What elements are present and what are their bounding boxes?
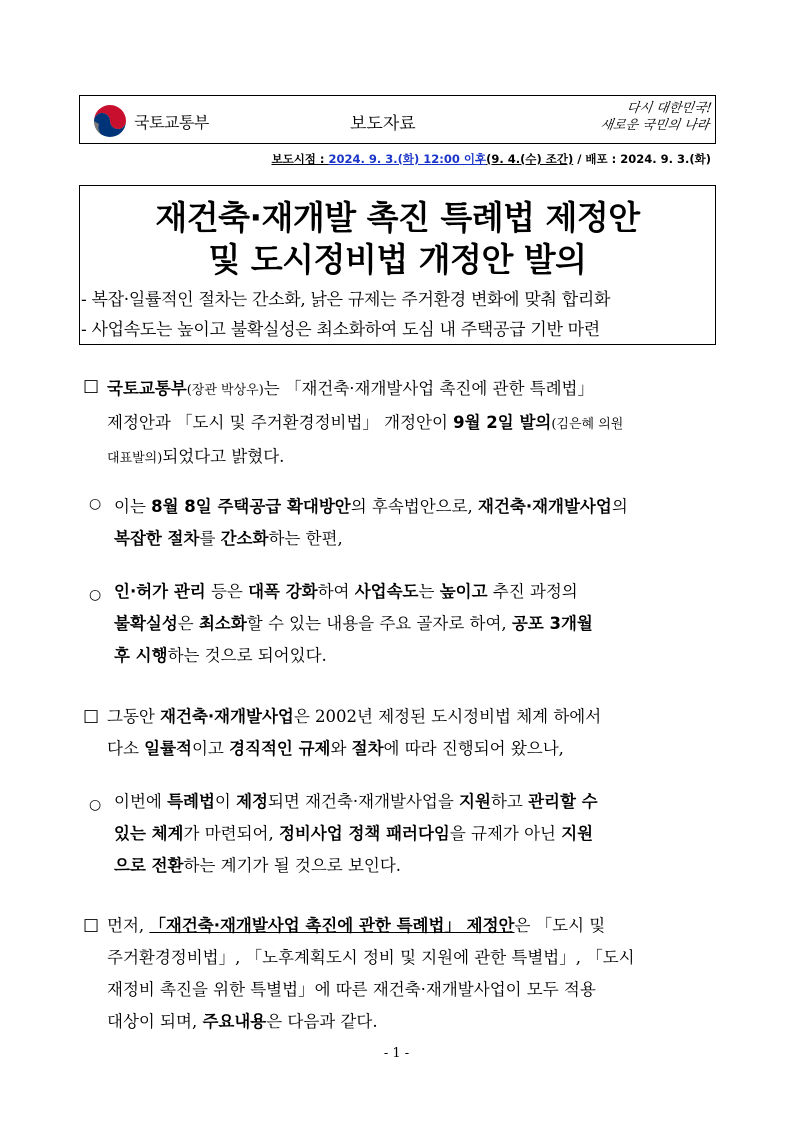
- ministry-logo-icon: [93, 104, 127, 138]
- slogan-line1: 다시 대한민국!: [625, 101, 713, 116]
- text: 이: [214, 792, 237, 811]
- text: 관리할 수: [528, 792, 598, 811]
- text: 주거환경정비법」, 「노후계획도시 정비 및 지원에 관한 특별법」, 「도시: [107, 948, 635, 967]
- text: 주요내용: [202, 1012, 267, 1031]
- text: 높이고: [439, 582, 488, 601]
- subtitle-line1: - 복잡·일률적인 절차는 간소화, 낡은 규제는 주거환경 변화에 맞춰 합리화: [81, 290, 611, 310]
- text: 하여: [317, 582, 355, 601]
- text: 재건축·재개발사업: [478, 497, 612, 516]
- text: 대상이 되며,: [107, 1012, 203, 1031]
- text: 사업속도: [354, 582, 419, 601]
- release-dist: / 배포 : 2024. 9. 3.(화): [573, 152, 711, 166]
- text: 등은: [205, 582, 249, 601]
- text: 대폭 강화: [248, 582, 318, 601]
- text: 을 규제가 아닌: [449, 824, 562, 843]
- paragraph-2: [107, 701, 601, 765]
- text: 의: [611, 497, 628, 516]
- text: 하고: [490, 792, 529, 811]
- ministry-name: 국토교통부: [134, 113, 209, 132]
- circle-bullet: ○: [89, 496, 102, 512]
- text: 「재건축·재개발사업 촉진에 관한 특례법」 제정안: [149, 916, 515, 935]
- text: 복잡한 절차: [114, 529, 200, 548]
- text: 최소화: [198, 614, 247, 633]
- text: 이번에: [114, 792, 168, 811]
- release-info: [271, 151, 711, 167]
- text: 에 따라 진행되어 왔으나,: [383, 739, 564, 758]
- text: 지원: [561, 824, 594, 843]
- text: (장관 박상우): [186, 383, 264, 398]
- text: 일률적: [144, 739, 192, 758]
- text: 그동안: [107, 707, 161, 726]
- subtitle-line2: - 사업속도는 높이고 불확실성은 최소화하여 도심 내 주택공급 기반 마련: [81, 320, 600, 340]
- release-label: 보도시점 :: [271, 152, 329, 166]
- text: 되면 재건축·재개발사업을: [267, 792, 460, 811]
- slogan-line2: 새로운 국민의 나라: [599, 118, 711, 133]
- page-number: - 1 -: [383, 1046, 410, 1061]
- text: 절차: [351, 739, 384, 758]
- paragraph-1b: [114, 576, 593, 672]
- text: 추진 과정의: [487, 582, 578, 601]
- text: 간소화: [220, 529, 269, 548]
- text: 8월 8일 주택공급 확대방안: [151, 497, 351, 516]
- release-paper: (9. 4.(수) 조간): [486, 152, 574, 166]
- text: 이는: [114, 497, 152, 516]
- text: 제정: [236, 792, 268, 811]
- slogan: [557, 100, 713, 140]
- text: 는: [418, 582, 440, 601]
- text: 으로 전환: [114, 856, 184, 875]
- circle-bullet: ○: [89, 797, 102, 813]
- text: 제정안과 「도시 및 주거환경정비법」 개정안이: [107, 413, 454, 432]
- text: 가 마련되어,: [183, 824, 279, 843]
- title-line1: 재건축·재개발 촉진 특례법 제정안: [155, 198, 640, 237]
- text: 다소: [107, 739, 145, 758]
- text: 공포 3개월: [511, 614, 593, 633]
- text: 하는 계기가 될 것으로 보인다.: [183, 856, 402, 875]
- text: 국토교통부: [107, 379, 187, 398]
- text: 의 후속법안으로,: [350, 497, 479, 516]
- text: 하는 것으로 되어있다.: [167, 646, 327, 665]
- text: 있는 체계: [114, 824, 184, 843]
- text: 경직적인 규제: [229, 739, 331, 758]
- square-bullet: □: [83, 376, 100, 396]
- text: 정비사업 정책 패러다임: [278, 824, 450, 843]
- text: 되었다고 밝혔다.: [162, 447, 285, 466]
- text: 를: [199, 529, 221, 548]
- text: 9월 2일 발의: [453, 413, 552, 432]
- text: 특례법: [167, 792, 215, 811]
- text: 인·허가 관리: [114, 582, 206, 601]
- text: 먼저,: [107, 916, 150, 935]
- text: 후 시행: [114, 646, 168, 665]
- text: 은 다음과 같다.: [266, 1012, 378, 1031]
- text: 대표발의): [107, 451, 163, 466]
- circle-bullet: ○: [89, 587, 102, 603]
- text: 은: [177, 614, 199, 633]
- paragraph-3: [107, 910, 635, 1038]
- square-bullet: □: [83, 915, 100, 935]
- text: 불확실성: [114, 614, 178, 633]
- paragraph-1: [107, 373, 623, 475]
- text: 는 「재건축·재개발사업 촉진에 관한 특례법」: [263, 379, 594, 398]
- text: 하는 한편,: [268, 529, 343, 548]
- paragraph-2a: [114, 786, 598, 882]
- text: 은 「도시 및: [514, 916, 606, 935]
- text: 은 2002년 제정된 도시정비법 체계 하에서: [293, 707, 602, 726]
- text: 지원: [459, 792, 491, 811]
- release-date: 2024. 9. 3.(화) 12:00 이후: [328, 152, 487, 166]
- text: 할 수 있는 내용을 주요 골자로 하여,: [246, 614, 512, 633]
- text: 재건축·재개발사업: [160, 707, 294, 726]
- text: 재정비 촉진을 위한 특별법」에 따른 재건축·재개발사업이 모두 적용: [107, 980, 596, 999]
- doc-type: 보도자료: [350, 114, 416, 134]
- paragraph-1a: [114, 491, 628, 555]
- text: (김은혜 의원: [551, 417, 624, 432]
- square-bullet: □: [83, 706, 100, 726]
- text: 와: [330, 739, 352, 758]
- text: 이고: [191, 739, 230, 758]
- title-line2: 및 도시정비법 개정안 발의: [208, 240, 587, 279]
